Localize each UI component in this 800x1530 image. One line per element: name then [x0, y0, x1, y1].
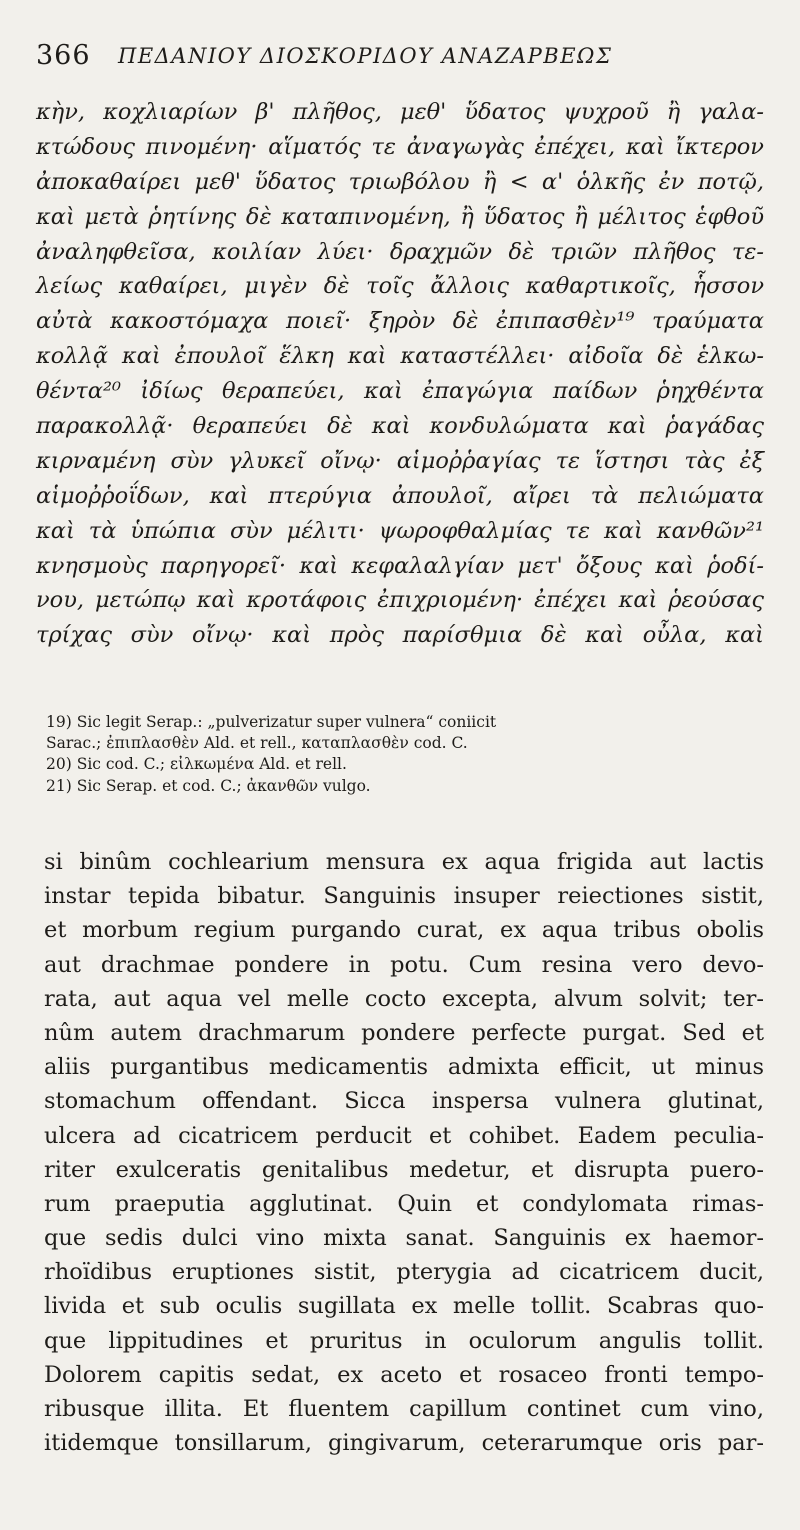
greek-line: καὶ μετὰ ῥητίνης δὲ καταπινομένη, ἢ ὕδατος ἢ μέλιτος ἑφθοῦ: [36, 203, 764, 230]
greek-line: ἀποκαθαίρει μεθ' ὕδατος τριωβόλου ἢ < α' ὁλκῆς ἐν ποτῷ,: [36, 168, 764, 195]
latin-translation: [44, 845, 764, 1460]
footnote-line: Sarac.; ἐπιπλασθὲν Ald. et rell., καταπλασθὲν cod. C.: [46, 734, 468, 753]
greek-line: κνησμοὺς παρηγορεῖ· καὶ κεφαλαλγίαν μετ' ὄξους καὶ ῥοδί-: [36, 552, 764, 579]
greek-line: παρακολλᾷ· θεραπεύει δὲ καὶ κονδυλώματα καὶ ῥαγάδας: [36, 413, 764, 440]
latin-line: instar tepida bibatur. Sanguinis insuper reiectiones sistit,: [44, 883, 764, 910]
page-header: [36, 40, 776, 84]
greek-line: κιρναμένη σὺν γλυκεῖ οἴνῳ· αἱμοῤῥαγίας τε ἵστησι τὰς ἐξ: [36, 447, 764, 474]
footnote-line: 20) Sic cod. C.; εἰλκωμένα Ald. et rell.: [46, 755, 347, 774]
latin-line: livida et sub oculis sugillata ex melle tollit. Scabras quo-: [44, 1293, 764, 1320]
latin-line: que sedis dulci vino mixta sanat. Sanguinis ex haemor-: [44, 1225, 764, 1252]
latin-line: itidemque tonsillarum, gingivarum, ceterarumque oris par-: [44, 1430, 764, 1457]
greek-line: τρίχας σὺν οἴνῳ· καὶ πρὸς παρίσθμια δὲ καὶ οὖλα, καὶ: [36, 622, 764, 649]
latin-line: ribusque illita. Et fluentem capillum continet cum vino,: [44, 1396, 764, 1422]
latin-line: rata, aut aqua vel melle cocto excepta, alvum solvit; ter-: [44, 985, 764, 1012]
latin-line: et morbum regium purgando curat, ex aqua tribus obolis: [44, 917, 764, 944]
page-number: 366: [36, 40, 91, 71]
greek-line: κὴν, κοχλιαρίων β' πλῆθος, μεθ' ὕδατος ψυχροῦ ἢ γαλα-: [36, 99, 764, 125]
greek-line: αὐτὰ κακοστόμαχα ποιεῖ· ξηρὸν δὲ ἐπιπασθὲν¹⁹ τραύματα: [36, 308, 764, 335]
greek-line: κτώδους πινομένη· αἵματός τε ἀναγωγὰς ἐπέχει, καὶ ἴκτερον: [36, 133, 764, 160]
greek-line: ἀναληφθεῖσα, κοιλίαν λύει· δραχμῶν δὲ τριῶν πλῆθος τε-: [36, 238, 764, 265]
footnotes: [46, 712, 766, 797]
latin-line: Dolorem capitis sedat, ex aceto et rosaceo fronti tempo-: [44, 1361, 764, 1388]
latin-line: aut drachmae pondere in potu. Cum resina vero devo-: [44, 951, 764, 978]
latin-line: rum praeputia agglutinat. Quin et condylomata rimas-: [44, 1190, 764, 1217]
greek-text: [36, 95, 764, 653]
greek-line: κολλᾷ καὶ ἐπουλοῖ ἕλκη καὶ καταστέλλει· αἰδοῖα δὲ ἑλκω-: [36, 343, 764, 370]
latin-line: nûm autem drachmarum pondere perfecte purgat. Sed et: [44, 1019, 764, 1046]
latin-line: rhoïdibus eruptiones sistit, pterygia ad cicatricem ducit,: [44, 1259, 764, 1286]
latin-line: aliis purgantibus medicamentis admixta efficit, ut minus: [44, 1054, 764, 1081]
latin-line: riter exulceratis genitalibus medetur, et disrupta puero-: [44, 1156, 764, 1183]
running-title: ΠΕΔΑΝΙΟΥ ΔΙΟΣΚΟΡΙΔΟΥ ΑΝΑΖΑΡΒΕΩΣ: [118, 44, 613, 68]
greek-line: καὶ τὰ ὑπώπια σὺν μέλιτι· ψωροφθαλμίας τε καὶ κανθῶν²¹: [36, 517, 764, 544]
greek-line: αἱμοῤῥοΐδων, καὶ πτερύγια ἀπουλοῖ, αἴρει τὰ πελιώματα: [36, 482, 764, 509]
greek-line: νου, μετώπῳ καὶ κροτάφοις ἐπιχριομένη· ἐπέχει καὶ ῥεούσας: [36, 587, 764, 614]
latin-line: que lippitudines et pruritus in oculorum angulis tollit.: [44, 1327, 764, 1354]
footnote-line: 19) Sic legit Serap.: „pulverizatur super vulnera“ coniicit: [46, 713, 497, 731]
latin-line: stomachum offendant. Sicca inspersa vulnera glutinat,: [44, 1088, 764, 1115]
latin-line: ulcera ad cicatricem perducit et cohibet. Eadem peculia-: [44, 1122, 764, 1149]
latin-line: si binûm cochlearium mensura ex aqua frigida aut lactis: [44, 849, 764, 875]
footnote-line: 21) Sic Serap. et cod. C.; ἀκανθῶν vulgo.: [46, 776, 371, 795]
greek-line: θέντα²⁰ ἰδίως θεραπεύει, καὶ ἐπαγώγια παίδων ῥηχθέντα: [36, 378, 764, 405]
greek-line: λείως καθαίρει, μιγὲν δὲ τοῖς ἄλλοις καθαρτικοῖς, ἧσσον: [36, 273, 764, 300]
